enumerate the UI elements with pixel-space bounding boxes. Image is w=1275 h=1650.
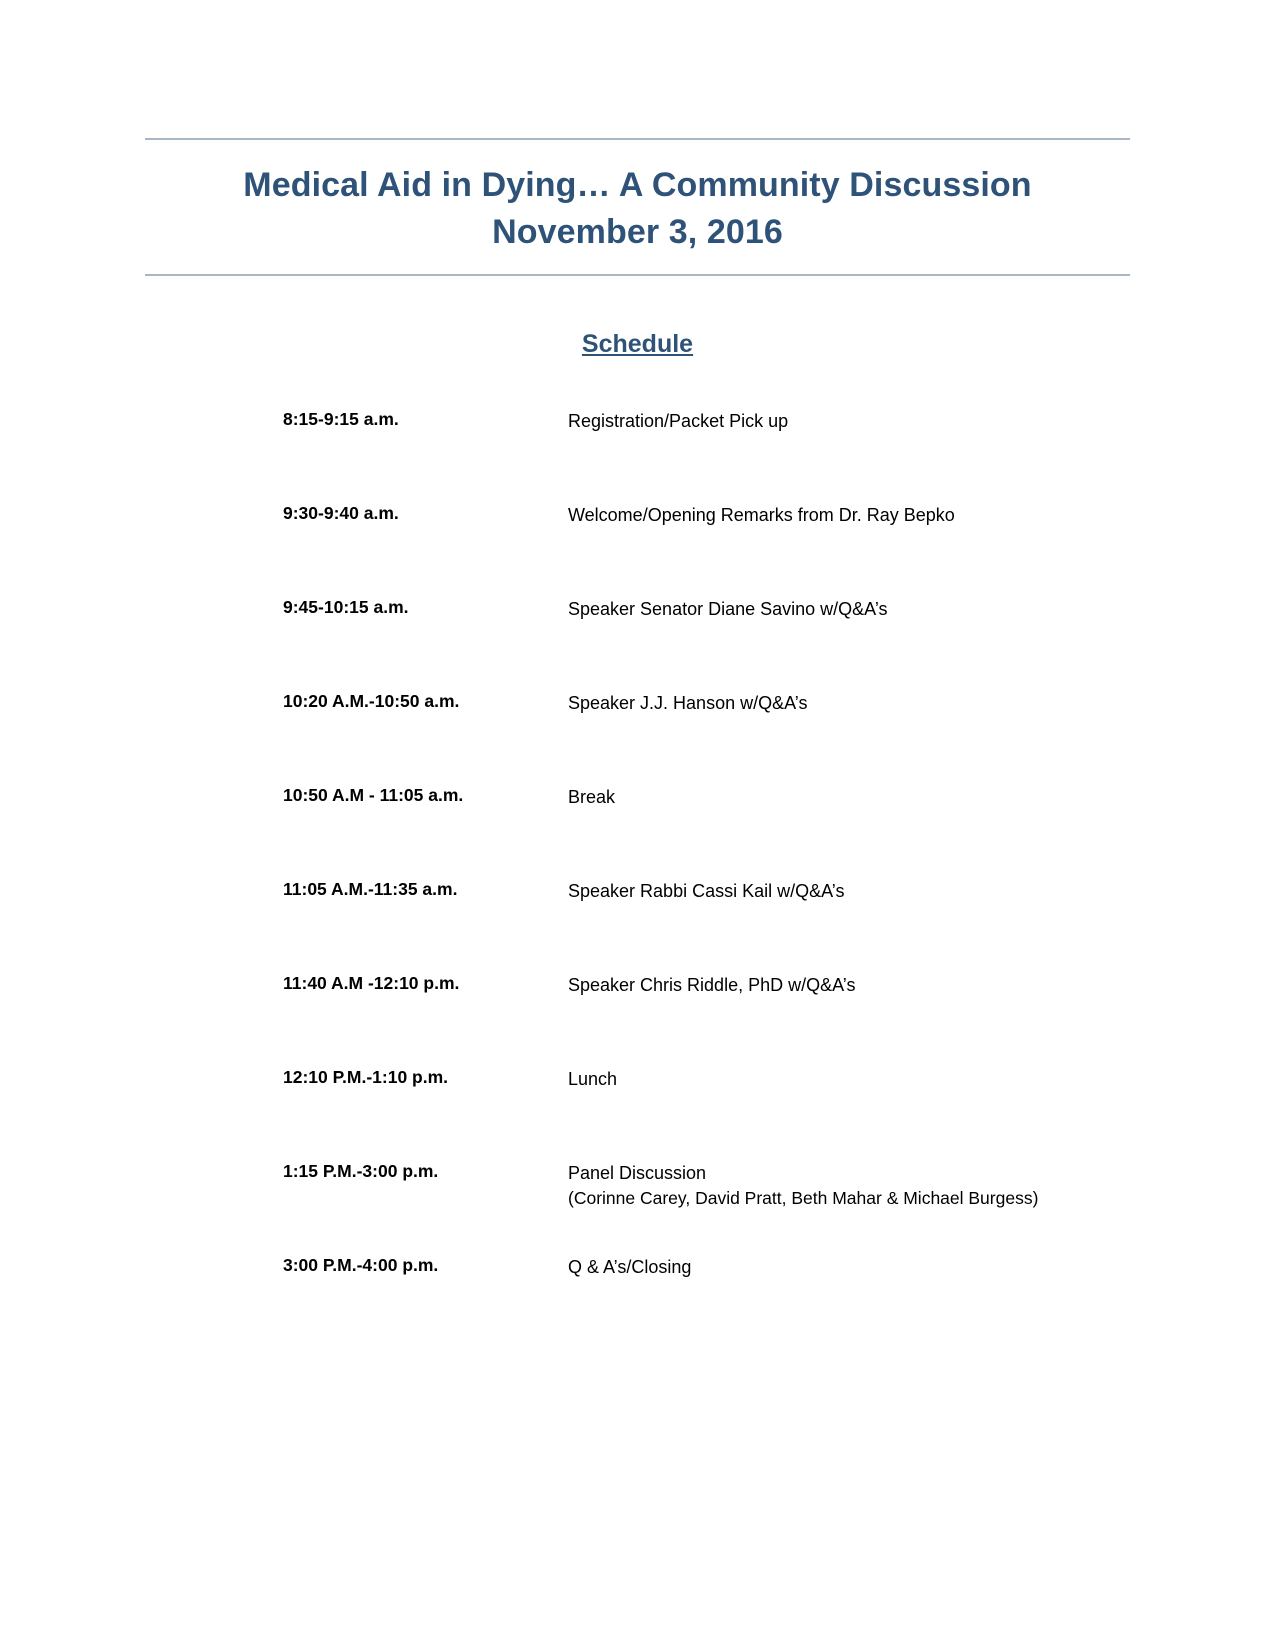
- schedule-row: [283, 784, 1163, 830]
- schedule-description: [568, 596, 1158, 622]
- schedule-description-main: Welcome/Opening Remarks from Dr. Ray Bepko: [568, 505, 955, 525]
- schedule-description: [568, 502, 1158, 528]
- schedule-row: [283, 1254, 1163, 1300]
- schedule-description-main: Q & A’s/Closing: [568, 1257, 692, 1277]
- schedule-time: 10:20 A.M.-10:50 a.m.: [283, 691, 460, 711]
- schedule-description: [568, 690, 1158, 716]
- schedule-time: 12:10 P.M.-1:10 p.m.: [283, 1067, 449, 1087]
- schedule-row: [283, 408, 1163, 454]
- schedule-description-main: Break: [568, 787, 616, 807]
- schedule-description: [568, 1160, 1158, 1211]
- schedule-time: 9:30-9:40 a.m.: [283, 503, 399, 523]
- schedule-description-main: Speaker Senator Diane Savino w/Q&A’s: [568, 599, 888, 619]
- schedule-description-main: Panel Discussion: [568, 1163, 707, 1183]
- page-title-line-2: November 3, 2016: [492, 212, 783, 251]
- page-title-line-1: Medical Aid in Dying… A Community Discussion: [243, 166, 1032, 204]
- schedule-time: 1:15 P.M.-3:00 p.m.: [283, 1161, 439, 1181]
- schedule-row: [283, 1066, 1163, 1112]
- schedule-description: [568, 1066, 1158, 1092]
- schedule-time: 11:40 A.M -12:10 p.m.: [283, 973, 460, 993]
- schedule-row: [283, 972, 1163, 1018]
- schedule-description-main: Lunch: [568, 1069, 618, 1089]
- schedule-time: 10:50 A.M - 11:05 a.m.: [283, 785, 464, 805]
- schedule-row: [283, 878, 1163, 924]
- schedule-description: [568, 972, 1158, 998]
- schedule-time: 11:05 A.M.-11:35 a.m.: [283, 879, 458, 899]
- schedule-time: 9:45-10:15 a.m.: [283, 597, 409, 617]
- schedule-description: [568, 784, 1158, 810]
- schedule-time: 8:15-9:15 a.m.: [283, 409, 399, 429]
- schedule-row: [283, 596, 1163, 642]
- schedule-row: [283, 502, 1163, 548]
- schedule-heading: Schedule: [581, 330, 694, 358]
- schedule-list: [283, 408, 1163, 1348]
- document-title-block: [145, 138, 1130, 276]
- schedule-time: 3:00 P.M.-4:00 p.m.: [283, 1255, 439, 1275]
- schedule-description-main: Speaker Rabbi Cassi Kail w/Q&A’s: [568, 881, 845, 901]
- schedule-description: [568, 408, 1158, 434]
- schedule-description-main: Registration/Packet Pick up: [568, 411, 789, 431]
- schedule-description: [568, 1254, 1158, 1280]
- schedule-row: [283, 1160, 1163, 1209]
- schedule-description: [568, 878, 1158, 904]
- schedule-row: [283, 690, 1163, 736]
- schedule-description-main: Speaker Chris Riddle, PhD w/Q&A’s: [568, 975, 856, 995]
- schedule-description-main: Speaker J.J. Hanson w/Q&A’s: [568, 693, 808, 713]
- schedule-description-sub: (Corinne Carey, David Pratt, Beth Mahar & Michael Burgess): [568, 1188, 1039, 1209]
